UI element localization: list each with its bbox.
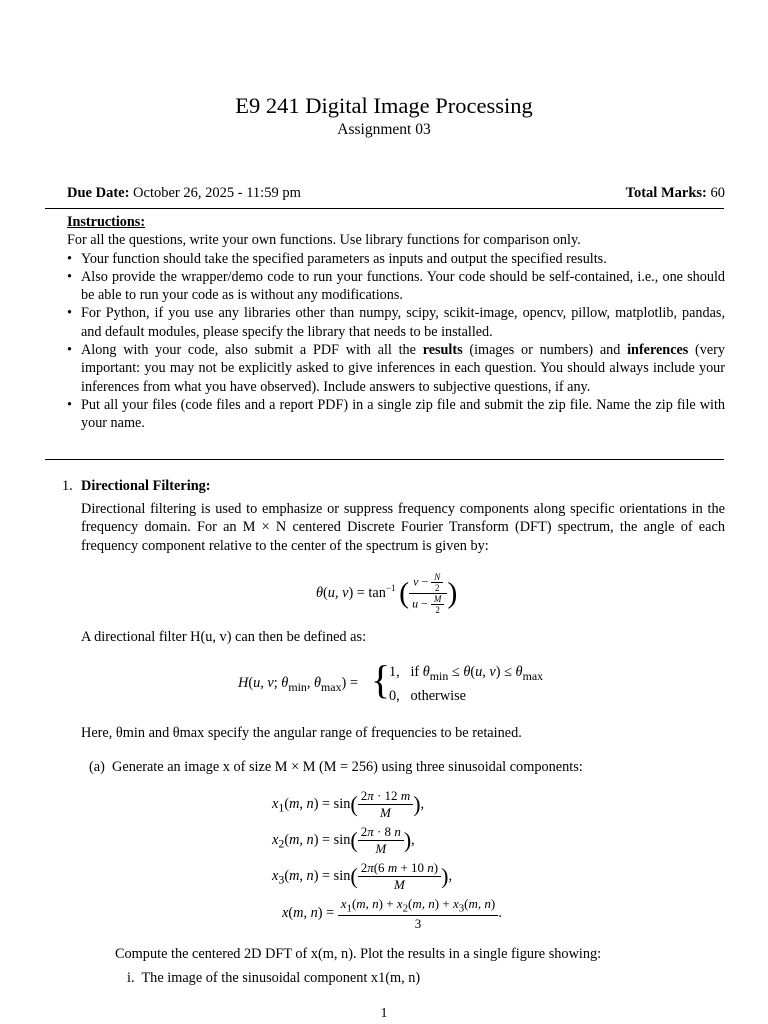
- total-marks: Total Marks: 60: [625, 185, 725, 201]
- document-subtitle: Assignment 03: [337, 121, 431, 138]
- sub-item-i-label: i.: [127, 970, 135, 986]
- theta-range-text: Here, θmin and θmax specify the angular range of frequencies to be retained.: [81, 725, 522, 741]
- instruction-item: • Along with your code, also submit a PDF with all the results (images or numbers) and inferences (very important: you may not be explicitly asked to give inferences in each question. You should always include your inferences from what you have observed). Include answers to subjective questions, if any.: [67, 341, 725, 396]
- equation-theta: θ(u, $v) = \tan^{-1}$ ( v − $\frac{N}{2}$ u − $\frac{M}{2}$ ): [316, 572, 458, 615]
- page-number: 1: [380, 1006, 388, 1021]
- equation-x1: $x_1(m$, n) = sin( $\frac{2\pi \cdot 12 m}{M}$ ),: [272, 788, 425, 820]
- instruction-item: • Your function should take the specified parameters as inputs and output the specified results.: [67, 250, 725, 268]
- part-a: [89, 758, 719, 776]
- question-1-paragraph: Directional filtering is used to emphasize or suppress frequency components along specific orientations in the frequency domain. For an M × N centered Discrete Fourier Transform (DFT) spectrum, the angle of each frequency component relative to the center of the spectrum is given by:: [81, 501, 725, 554]
- question-title: Directional Filtering:: [81, 478, 211, 494]
- sub-item-i-text: The image of the sinusoidal component x1(m, n): [141, 970, 421, 986]
- instruction-item: • Also provide the wrapper/demo code to run your functions. Your code should be self-contained, i.e., one should be able to run your code as is without any modifications.: [67, 268, 725, 305]
- equation-x2: $x_2(m$, n) = sin( $\frac{2\pi \cdot 8 n}{M}$ ),: [272, 824, 415, 856]
- document-title: E9 241 Digital Image Processing: [235, 93, 533, 118]
- equation-x3: $x_3(m$, n) = sin( $\frac{2\pi(6 m + 10 n)}{M}$ ),: [272, 860, 453, 892]
- sub-item-i: [127, 969, 725, 987]
- due-date-line: [67, 185, 725, 202]
- part-a-text: Generate an image x of size M × M (M = 256) using three sinusoidal components:: [112, 759, 583, 775]
- instructions-list: [67, 250, 725, 433]
- question-number: 1.: [62, 478, 73, 494]
- compute-text: Compute the centered 2D DFT of x(m, n). Plot the results in a single figure showing:: [115, 946, 602, 962]
- instructions-heading: Instructions:: [67, 214, 146, 230]
- instruction-item: • Put all your files (code files and a report PDF) in a single zip file and submit the zip file. Name the zip file with your name.: [67, 396, 725, 433]
- instructions-intro: For all the questions, write your own functions. Use library functions for comparison only.: [67, 232, 581, 249]
- part-a-label: (a): [89, 759, 105, 775]
- instruction-item: • For Python, if you use any libraries other than numpy, scipy, scikit-image, opencv, pillow, matplotlib, pandas, and default modules, please specify the library that needs to be installed.: [67, 304, 725, 341]
- divider-bottom: [45, 459, 724, 460]
- equation-filter: H(u, v; $\theta_{min}$, $\theta_{max}$) = { 1, if $\theta_{min} \le \theta(u$, $v) \le \theta_{max}$ 0, otherwise: [238, 657, 544, 704]
- instructions-block: [67, 213, 725, 433]
- equation-x: x(m, n) = $\frac{x_1(m, n) + x_2(m, n) + x_3(m, n)}{3}$ .: [282, 896, 502, 931]
- filter-intro: A directional filter H(u, v) can then be defined as:: [81, 629, 367, 645]
- due-date: Due Date: October 26, 2025 - 11:59 pm: [67, 185, 301, 201]
- divider-top: [45, 208, 724, 209]
